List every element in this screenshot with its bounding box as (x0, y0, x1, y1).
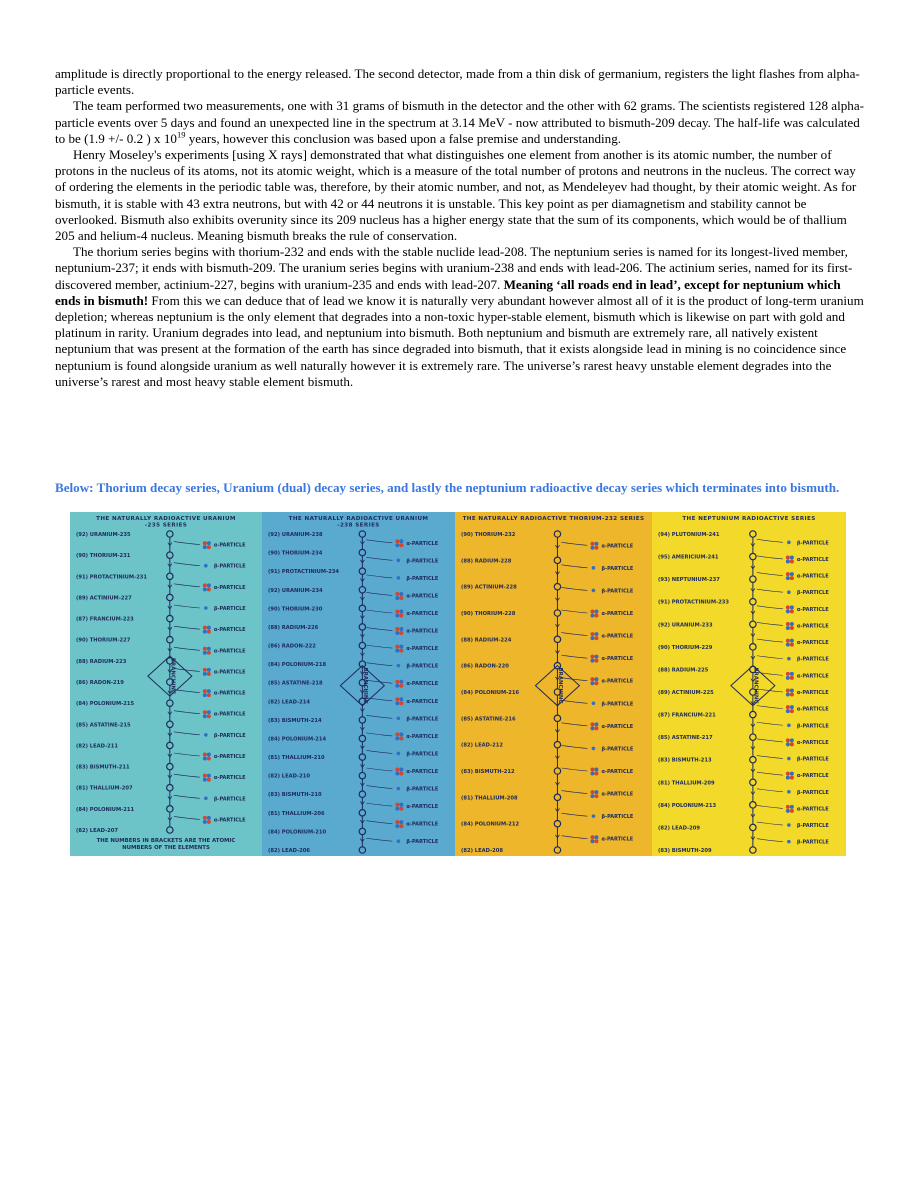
particle-label: α-PARTICLE (601, 723, 634, 730)
nuclide-label: (88) RADIUM-225 (658, 667, 709, 674)
panel-title: -238 SERIES (337, 522, 380, 529)
particle-label: α-PARTICLE (601, 791, 634, 798)
nuclide-label: (89) ACTINIUM-228 (461, 584, 517, 591)
branching-label: BRANCHING (752, 667, 759, 704)
nuclide-label: (92) URANIUM-234 (268, 587, 323, 594)
particle-label: α-PARTICLE (213, 669, 246, 676)
particle-label: α-PARTICLE (213, 817, 246, 824)
nuclide-label: (92) URANIUM-238 (268, 532, 323, 538)
particle-label: α-PARTICLE (406, 733, 439, 740)
particle-label: β-PARTICLE (796, 656, 829, 663)
exponent: 19 (176, 129, 186, 140)
nuclide-label: (91) PROTACTINIUM-233 (658, 599, 730, 606)
particle-label: α-PARTICLE (406, 611, 439, 617)
particle-label: β-PARTICLE (406, 786, 439, 793)
particle-label: α-PARTICLE (796, 806, 829, 813)
nuclide-label: (83) BISMUTH-211 (76, 764, 130, 771)
panel-title: THE NATURALLY RADIOACTIVE THORIUM-232 SERIES (462, 516, 645, 522)
particle-label: β-PARTICLE (601, 701, 634, 708)
particle-label: α-PARTICLE (406, 804, 439, 811)
particle-label: β-PARTICLE (601, 746, 634, 753)
document-body (55, 66, 865, 390)
decay-series-figure (70, 512, 846, 856)
nuclide-label: (83) BISMUTH-210 (268, 792, 322, 799)
nuclide-label: (92) URANIUM-233 (658, 622, 713, 629)
particle-label: α-PARTICLE (796, 623, 829, 630)
particle-label: β-PARTICLE (796, 823, 829, 830)
nuclide-label: (82) LEAD-207 (76, 828, 119, 834)
particle-label: α-PARTICLE (601, 633, 634, 640)
nuclide-label: (84) POLONIUM-213 (658, 802, 717, 809)
particle-label: α-PARTICLE (796, 640, 829, 647)
particle-label: α-PARTICLE (406, 681, 439, 688)
nuclide-label: (81) THALLIUM-210 (268, 755, 325, 762)
particle-label: α-PARTICLE (796, 556, 829, 563)
particle-label: β-PARTICLE (406, 575, 439, 582)
particle-label: β-PARTICLE (406, 751, 439, 758)
nuclide-label: (84) POLONIUM-218 (268, 662, 327, 669)
nuclide-label: (90) THORIUM-230 (268, 606, 323, 613)
nuclide-label: (88) RADIUM-223 (76, 658, 127, 665)
nuclide-label: (81) THALLIUM-206 (268, 810, 325, 817)
nuclide-label: (95) AMERICIUM-241 (658, 554, 719, 561)
particle-label: α-PARTICLE (406, 698, 439, 705)
nuclide-label: (84) POLONIUM-210 (268, 829, 327, 836)
particle-label: α-PARTICLE (213, 584, 246, 591)
nuclide-label: (83) BISMUTH-213 (658, 757, 712, 764)
nuclide-label: (82) LEAD-208 (461, 848, 504, 854)
nuclide-label: (82) LEAD-214 (268, 699, 311, 706)
nuclide-label: (82) LEAD-211 (76, 743, 119, 750)
nuclide-label: (91) PROTACTINIUM-231 (76, 574, 148, 581)
panel-title: THE NATURALLY RADIOACTIVE URANIUM (288, 516, 429, 522)
particle-label: α-PARTICLE (601, 678, 634, 685)
nuclide-label: (86) RADON-220 (461, 663, 509, 670)
particle-label: α-PARTICLE (796, 773, 829, 780)
neptunium-series-panel (652, 512, 846, 856)
nuclide-label: (85) ASTATINE-216 (461, 716, 516, 723)
particle-label: α-PARTICLE (601, 611, 634, 617)
nuclide-label: (90) THORIUM-228 (461, 611, 516, 617)
particle-label: β-PARTICLE (213, 606, 246, 612)
particle-label: α-PARTICLE (406, 769, 439, 775)
nuclide-label: (84) POLONIUM-216 (461, 690, 520, 696)
particle-label: α-PARTICLE (601, 836, 634, 843)
nuclide-label: (87) FRANCIUM-223 (76, 616, 134, 623)
panel-title: THE NEPTUNIUM RADIOACTIVE SERIES (682, 516, 816, 522)
uranium-235-series-panel (70, 512, 262, 856)
particle-label: β-PARTICLE (601, 814, 634, 821)
nuclide-label: (83) BISMUTH-212 (461, 769, 515, 775)
particle-label: β-PARTICLE (796, 839, 829, 846)
thorium-232-series-panel (455, 512, 652, 856)
particle-label: α-PARTICLE (406, 628, 439, 635)
nuclide-label: (88) RADIUM-224 (461, 637, 512, 644)
panel-title: -235 SERIES (144, 522, 188, 529)
particle-label: β-PARTICLE (406, 716, 439, 723)
decay-chain-diagram (70, 512, 262, 856)
nuclide-label: (84) POLONIUM-215 (76, 701, 135, 708)
particle-label: β-PARTICLE (601, 588, 634, 595)
panel-footnote: THE NUMBERS IN BRACKETS ARE THE ATOMIC (96, 838, 236, 844)
nuclide-label: (81) THALLIUM-207 (76, 785, 133, 792)
particle-label: α-PARTICLE (601, 543, 634, 550)
nuclide-label: (83) BISMUTH-209 (658, 848, 712, 854)
paragraph-3: Henry Moseley's experiments [using X rays] demonstrated that what distinguishes one element from another is its atomic number, the number of protons in the nucleus of its atoms, not its atomic weight, which is a measure of the total number of protons and neutrons in the nucleus. The correct way of ordering the elements in the periodic table was, therefore, by their atomic number, and not, as Mendeleyev had thought, by their atomic weight. As for bismuth, it is stable with 43 extra neutrons, but with 42 or 44 neutrons it is unstable. This key point as per diamagnetism and stability cannot be overlooked. Bismuth also exhibits overunity since its 209 nucleus has a higher energy state that the sum of its components, which would be of thallium 205 and helium-4 nucleus. Meaning bismuth breaks the rule of conservation. (55, 147, 857, 244)
nuclide-label: (84) POLONIUM-214 (268, 736, 327, 743)
particle-label: β-PARTICLE (406, 839, 439, 846)
nuclide-label: (84) POLONIUM-212 (461, 821, 520, 828)
particle-label: α-PARTICLE (213, 648, 246, 655)
nuclide-label: (83) BISMUTH-214 (268, 717, 322, 724)
nuclide-label: (87) FRANCIUM-221 (658, 712, 716, 719)
nuclide-label: (90) THORIUM-231 (76, 553, 131, 560)
bold-statement: Meaning ‘all roads end in lead’, except for neptunium which ends in bismuth! (55, 276, 841, 308)
particle-label: β-PARTICLE (213, 796, 246, 803)
particle-label: β-PARTICLE (796, 590, 829, 597)
nuclide-label: (93) NEPTUNIUM-237 (658, 577, 720, 584)
particle-label: α-PARTICLE (213, 754, 246, 760)
nuclide-label: (85) ASTATINE-218 (268, 680, 323, 687)
particle-label: α-PARTICLE (406, 646, 439, 653)
particle-label: α-PARTICLE (213, 627, 246, 634)
nuclide-label: (85) ASTATINE-217 (658, 735, 713, 742)
particle-label: β-PARTICLE (796, 789, 829, 796)
particle-label: α-PARTICLE (796, 673, 829, 680)
particle-label: β-PARTICLE (796, 756, 829, 763)
nuclide-label: (82) LEAD-212 (461, 742, 504, 749)
nuclide-label: (90) THORIUM-227 (76, 637, 131, 644)
particle-label: β-PARTICLE (406, 558, 439, 565)
nuclide-label: (91) PROTACTINIUM-234 (268, 569, 340, 576)
particle-label: β-PARTICLE (406, 663, 439, 670)
particle-label: α-PARTICLE (213, 542, 246, 549)
nuclide-label: (84) POLONIUM-211 (76, 806, 135, 813)
nuclide-label: (88) RADIUM-226 (268, 624, 319, 631)
nuclide-label: (90) THORIUM-229 (658, 644, 713, 651)
particle-label: α-PARTICLE (213, 711, 246, 718)
particle-label: α-PARTICLE (796, 690, 829, 696)
decay-chain-diagram (455, 512, 652, 856)
branching-label: BRANCHING (169, 657, 176, 695)
particle-label: α-PARTICLE (601, 656, 634, 663)
decay-chain-diagram (652, 512, 846, 856)
particle-label: α-PARTICLE (406, 821, 439, 828)
panel-footnote: NUMBERS OF THE ELEMENTS (122, 845, 210, 851)
nuclide-label: (82) LEAD-206 (268, 848, 311, 854)
nuclide-label: (82) LEAD-209 (658, 825, 701, 832)
paragraph-2: The team performed two measurements, one with 31 grams of bismuth in the detector and the other with 62 grams. The scientists registered 128 alpha-particle events over 5 days and found an unexpected line in the spectrum at 3.14 MeV - now attributed to bismuth-209 decay. The half-life was calculated to be (1.9 +/- 0.2 ) x $10^{19}$ years, however this conclusion was based upon a false premise and understanding. (55, 98, 864, 146)
paragraph-1: amplitude is directly proportional to the energy released. The second detector, made from a thin disk of germanium, registers the light flashes from alpha-particle events. (55, 66, 860, 98)
nuclide-label: (89) ACTINIUM-225 (658, 690, 714, 696)
nuclide-label: (85) ASTATINE-215 (76, 722, 131, 729)
particle-label: β-PARTICLE (213, 563, 246, 570)
particle-label: α-PARTICLE (796, 739, 829, 746)
particle-label: β-PARTICLE (796, 723, 829, 730)
paragraph-4: The thorium series begins with thorium-232 and ends with the stable nuclide lead-208. The neptunium series is named for its longest-lived member, neptunium-237; it ends with bismuth-209. The uranium series begins with uranium-238 and ends with lead-206. The actinium series, named for its first-discovered member, actinium-227, begins with uranium-235 and ends with lead-207. Meaning ‘all roads end in lead’, except for neptunium which ends in bismuth! From this we can deduce that of lead we know it is naturally very abundant however almost all of it is the product of long-term uranium depletion; whereas neptunium is the only element that degrades into a non-toxic hyper-stable element, bismuth which is likewise on part with gold and platinum in rarity. Uranium degrades into lead, and neptunium into bismuth. Both neptunium and bismuth are extremely rare, all natively existent neptunium that was present at the formation of the earth has since degraded into bismuth, that it exists alongside lead in mining is no coincidence since neptunium is found alongside uranium as well naturally however it is extremely rare. The universe’s rarest heavy unstable element degrades into the universe’s rarest and most heavy stable element bismuth. (55, 244, 864, 389)
panel-title: THE NATURALLY RADIOACTIVE URANIUM (96, 516, 236, 522)
branching-label: BRANCHING (361, 667, 368, 704)
particle-label: α-PARTICLE (796, 706, 829, 713)
decay-chain-diagram (262, 512, 455, 856)
nuclide-label: (90) THORIUM-234 (268, 550, 323, 557)
nuclide-label: (81) THALLIUM-209 (658, 780, 715, 787)
particle-label: β-PARTICLE (213, 732, 246, 739)
nuclide-label: (86) RADON-219 (76, 680, 124, 686)
nuclide-label: (89) ACTINIUM-227 (76, 595, 132, 602)
nuclide-label: (86) RADON-222 (268, 643, 316, 650)
particle-label: α-PARTICLE (213, 775, 246, 782)
particle-label: α-PARTICLE (796, 573, 829, 580)
particle-label: β-PARTICLE (601, 565, 634, 572)
particle-label: α-PARTICLE (601, 769, 634, 775)
figure-caption: Below: Thorium decay series, Uranium (dual) decay series, and lastly the neptunium radioactive decay series which terminates into bismuth. (55, 480, 840, 495)
nuclide-label: (90) THORIUM-232 (461, 532, 516, 538)
uranium-238-series-panel (262, 512, 455, 856)
nuclide-label: (88) RADIUM-228 (461, 558, 512, 565)
particle-label: β-PARTICLE (796, 540, 829, 547)
particle-label: α-PARTICLE (796, 606, 829, 613)
nuclide-label: (92) URANIUM-235 (76, 532, 131, 538)
particle-label: α-PARTICLE (406, 540, 439, 547)
nuclide-label: (81) THALLIUM-208 (461, 795, 518, 802)
nuclide-label: (82) LEAD-210 (268, 773, 311, 780)
particle-label: α-PARTICLE (406, 593, 439, 600)
branching-label: BRANCHING (556, 667, 563, 704)
particle-label: α-PARTICLE (213, 690, 246, 697)
nuclide-label: (94) PLUTONIUM-241 (658, 532, 720, 538)
